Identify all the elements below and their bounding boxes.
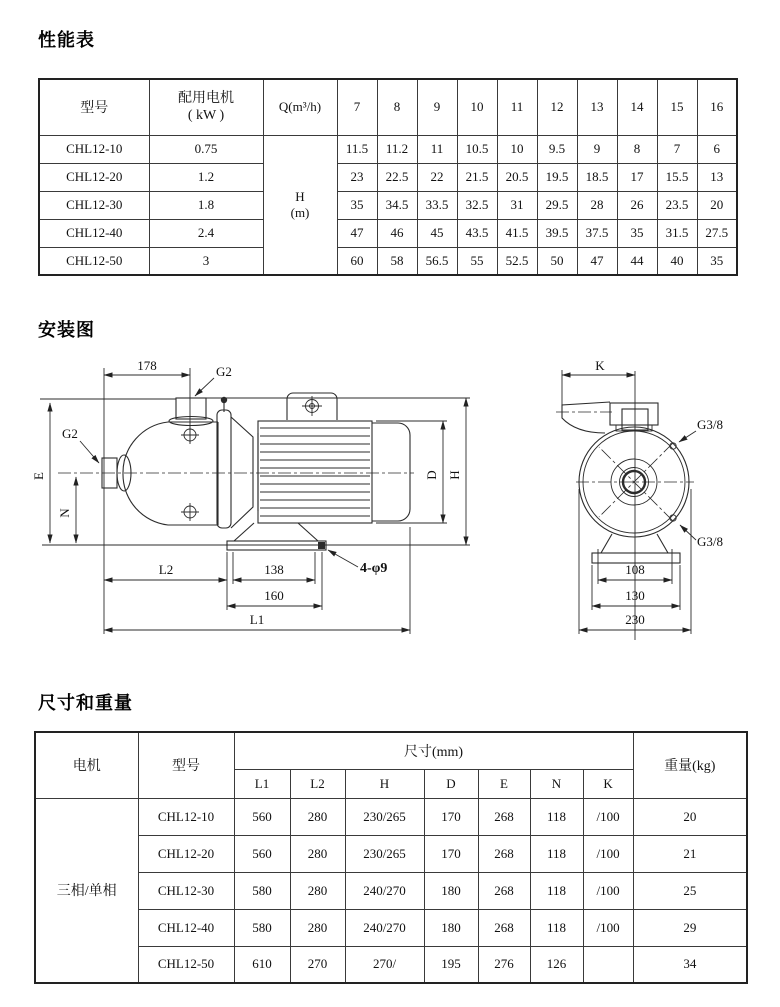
head-value-cell: 44 [617, 247, 657, 275]
performance-row [39, 247, 737, 275]
model-cell: CHL12-50 [138, 946, 234, 983]
head-value-cell: 27.5 [697, 219, 737, 247]
weight-cell: 25 [633, 872, 747, 909]
head-value-cell: 47 [577, 247, 617, 275]
head-value-cell: 45 [417, 219, 457, 247]
performance-row [39, 191, 737, 219]
head-value-cell: 21.5 [457, 163, 497, 191]
dim-label-d: D [424, 470, 439, 480]
head-value-cell: 33.5 [417, 191, 457, 219]
discharge-port [176, 398, 206, 419]
pump-body [123, 422, 218, 525]
mounting-hole [318, 542, 325, 549]
plug-bolt [181, 426, 199, 444]
flow-col: 8 [377, 79, 417, 135]
motor-end-cap [372, 423, 410, 521]
flow-col: 7 [337, 79, 377, 135]
dimension-value-cell: 170 [424, 835, 478, 872]
dimension-value-cell: 170 [424, 798, 478, 835]
head-value-cell: 17 [617, 163, 657, 191]
dim-label-l2: L2 [158, 562, 174, 577]
head-value-cell: 9 [577, 135, 617, 163]
flow-col: 15 [657, 79, 697, 135]
dimension-value-cell: 118 [530, 835, 583, 872]
model-cell: CHL12-10 [138, 798, 234, 835]
weight-cell: 21 [633, 835, 747, 872]
dimensions-table [34, 731, 748, 984]
dimension-value-cell: 270/ [345, 946, 424, 983]
head-value-cell: 32.5 [457, 191, 497, 219]
bracket-bolt [302, 396, 322, 416]
dimensions-header-row1 [35, 732, 747, 769]
dim-col: H [345, 769, 424, 798]
head-value-cell: 40 [657, 247, 697, 275]
head-value-cell: 11.2 [377, 135, 417, 163]
dimension-value-cell: 276 [478, 946, 530, 983]
dimension-value-cell: 195 [424, 946, 478, 983]
dimensions-row [35, 946, 747, 983]
head-value-cell: 8 [617, 135, 657, 163]
model-cell: CHL12-40 [138, 909, 234, 946]
head-value-cell: 15.5 [657, 163, 697, 191]
head-value-cell: 13 [697, 163, 737, 191]
port-label-g2-top: G2 [216, 364, 232, 379]
dimensions-row [35, 909, 747, 946]
weight-cell: 34 [633, 946, 747, 983]
head-value-cell: 23 [337, 163, 377, 191]
model-cell: CHL12-30 [39, 191, 149, 219]
dim-col: L2 [290, 769, 345, 798]
dimension-value-cell: /100 [583, 909, 633, 946]
head-value-cell: 20.5 [497, 163, 537, 191]
plug-bolt [181, 503, 199, 521]
dimension-value-cell: 268 [478, 798, 530, 835]
model-cell: CHL12-20 [39, 163, 149, 191]
model-cell: CHL12-20 [138, 835, 234, 872]
dimension-value-cell: 280 [290, 872, 345, 909]
head-value-cell: 31.5 [657, 219, 697, 247]
dimension-value-cell: 280 [290, 835, 345, 872]
head-value-cell: 52.5 [497, 247, 537, 275]
motor-power-cell: 0.75 [149, 135, 263, 163]
head-value-cell: 10.5 [457, 135, 497, 163]
head-value-cell: 6 [697, 135, 737, 163]
head-value-cell: 34.5 [377, 191, 417, 219]
dimension-value-cell: 268 [478, 872, 530, 909]
weight-cell: 20 [633, 798, 747, 835]
dim-label-230: 230 [625, 612, 645, 627]
installation-diagram [0, 355, 780, 655]
dimension-value-cell: 118 [530, 872, 583, 909]
dimension-value-cell: 280 [290, 798, 345, 835]
flow-col: 14 [617, 79, 657, 135]
dim-label-l1: L1 [249, 612, 265, 627]
dimension-value-cell: 560 [234, 798, 290, 835]
flow-col: 11 [497, 79, 537, 135]
dim-label-holes: 4-φ9 [360, 561, 388, 576]
head-value-cell: 47 [337, 219, 377, 247]
dimension-value-cell: /100 [583, 798, 633, 835]
clamp-band [217, 410, 231, 528]
dimension-value-cell: 180 [424, 872, 478, 909]
flow-col: 16 [697, 79, 737, 135]
head-value-cell: 41.5 [497, 219, 537, 247]
dimension-value-cell: 118 [530, 798, 583, 835]
model-cell: CHL12-50 [39, 247, 149, 275]
dim-label-138: 138 [264, 562, 284, 577]
motor-power-cell: 1.8 [149, 191, 263, 219]
head-value-cell: 37.5 [577, 219, 617, 247]
motor-power-cell: 3 [149, 247, 263, 275]
head-value-cell: 35 [337, 191, 377, 219]
dimension-value-cell [583, 946, 633, 983]
head-value-cell: 43.5 [457, 219, 497, 247]
dimension-value-cell: 230/265 [345, 798, 424, 835]
col-header-model: 型号 [39, 79, 149, 135]
head-value-cell: 50 [537, 247, 577, 275]
dim-label-130: 130 [625, 588, 645, 603]
dimension-value-cell: 126 [530, 946, 583, 983]
head-value-cell: 31 [497, 191, 537, 219]
dimension-value-cell: 280 [290, 909, 345, 946]
head-value-cell: 20 [697, 191, 737, 219]
head-value-cell: 10 [497, 135, 537, 163]
pump-side-view [31, 358, 470, 634]
dim-label-178: 178 [137, 358, 157, 373]
performance-table [38, 78, 738, 276]
head-value-cell: 26 [617, 191, 657, 219]
dimension-value-cell: /100 [583, 835, 633, 872]
head-value-cell: 23.5 [657, 191, 697, 219]
dim-col: K [583, 769, 633, 798]
performance-row [39, 219, 737, 247]
motor-power-cell: 2.4 [149, 219, 263, 247]
dimension-value-cell: 270 [290, 946, 345, 983]
head-value-cell: 35 [697, 247, 737, 275]
flow-col: 13 [577, 79, 617, 135]
head-value-cell: 18.5 [577, 163, 617, 191]
col-header-weight: 重量(kg) [633, 732, 747, 798]
dimensions-section-title: 尺寸和重量 [38, 693, 133, 714]
dimension-value-cell: 580 [234, 909, 290, 946]
model-cell: CHL12-10 [39, 135, 149, 163]
dimension-value-cell: 268 [478, 909, 530, 946]
dimension-value-cell: 610 [234, 946, 290, 983]
dimension-value-cell: 580 [234, 872, 290, 909]
dimension-value-cell: 268 [478, 835, 530, 872]
dimension-value-cell: 240/270 [345, 872, 424, 909]
col-header-motor-type: 电机 [35, 732, 138, 798]
head-value-cell: 11 [417, 135, 457, 163]
dim-col: N [530, 769, 583, 798]
dimension-value-cell: /100 [583, 872, 633, 909]
head-value-cell: 22.5 [377, 163, 417, 191]
flow-col: 9 [417, 79, 457, 135]
dimension-value-cell: 118 [530, 909, 583, 946]
head-value-cell: 28 [577, 191, 617, 219]
model-cell: CHL12-40 [39, 219, 149, 247]
head-value-cell: 11.5 [337, 135, 377, 163]
head-unit-line2: (m) [290, 204, 310, 220]
head-value-cell: 35 [617, 219, 657, 247]
head-unit-line1: H [295, 188, 305, 204]
head-value-cell: 46 [377, 219, 417, 247]
head-value-cell: 56.5 [417, 247, 457, 275]
head-value-cell: 58 [377, 247, 417, 275]
dimensions-table-body [35, 798, 747, 983]
installation-section-title: 安装图 [38, 320, 95, 341]
motor-group-cell: 三相/单相 [35, 798, 138, 983]
dim-label-h: H [447, 470, 462, 480]
head-value-cell: 22 [417, 163, 457, 191]
dimensions-row [35, 872, 747, 909]
head-value-cell: 7 [657, 135, 697, 163]
clamp-pin [221, 397, 227, 403]
model-cell: CHL12-30 [138, 872, 234, 909]
flow-col: 10 [457, 79, 497, 135]
col-header-motor-line2: ( kW ) [187, 108, 225, 124]
port-label-g2-left: G2 [62, 426, 78, 441]
port-label-g38-top: G3/8 [697, 417, 723, 432]
adapter-cone [231, 417, 253, 528]
motor-power-cell: 1.2 [149, 163, 263, 191]
dimension-value-cell: 240/270 [345, 909, 424, 946]
head-value-cell: 29.5 [537, 191, 577, 219]
dimensions-row [35, 835, 747, 872]
performance-section-title: 性能表 [38, 30, 95, 51]
dim-label-e: E [31, 472, 46, 480]
dim-col: L1 [234, 769, 290, 798]
dim-label-k: K [595, 358, 605, 373]
dimension-value-cell: 560 [234, 835, 290, 872]
performance-row [39, 163, 737, 191]
dim-col: D [424, 769, 478, 798]
dimensions-row [35, 798, 747, 835]
col-header-motor-line1: 配用电机 [178, 90, 234, 106]
col-header-model: 型号 [138, 732, 234, 798]
dim-label-n: N [57, 508, 72, 518]
dim-label-108: 108 [625, 562, 645, 577]
head-unit-cell [263, 135, 337, 275]
performance-table-body [39, 135, 737, 275]
head-value-cell: 55 [457, 247, 497, 275]
col-header-motor [149, 79, 263, 135]
head-value-cell: 60 [337, 247, 377, 275]
dim-label-160: 160 [264, 588, 284, 603]
port-label-g38-bottom: G3/8 [697, 534, 723, 549]
weight-cell: 29 [633, 909, 747, 946]
performance-row [39, 135, 737, 163]
flow-col: 12 [537, 79, 577, 135]
col-header-flow: Q(m³/h) [263, 79, 337, 135]
spout [562, 402, 610, 433]
dimension-value-cell: 230/265 [345, 835, 424, 872]
performance-header-row [39, 79, 737, 135]
head-value-cell: 39.5 [537, 219, 577, 247]
dimension-value-cell: 180 [424, 909, 478, 946]
pump-end-view [556, 358, 723, 640]
head-value-cell: 9.5 [537, 135, 577, 163]
col-header-dimensions: 尺寸(mm) [234, 732, 633, 769]
dim-col: E [478, 769, 530, 798]
top-bracket [610, 403, 658, 425]
head-value-cell: 19.5 [537, 163, 577, 191]
